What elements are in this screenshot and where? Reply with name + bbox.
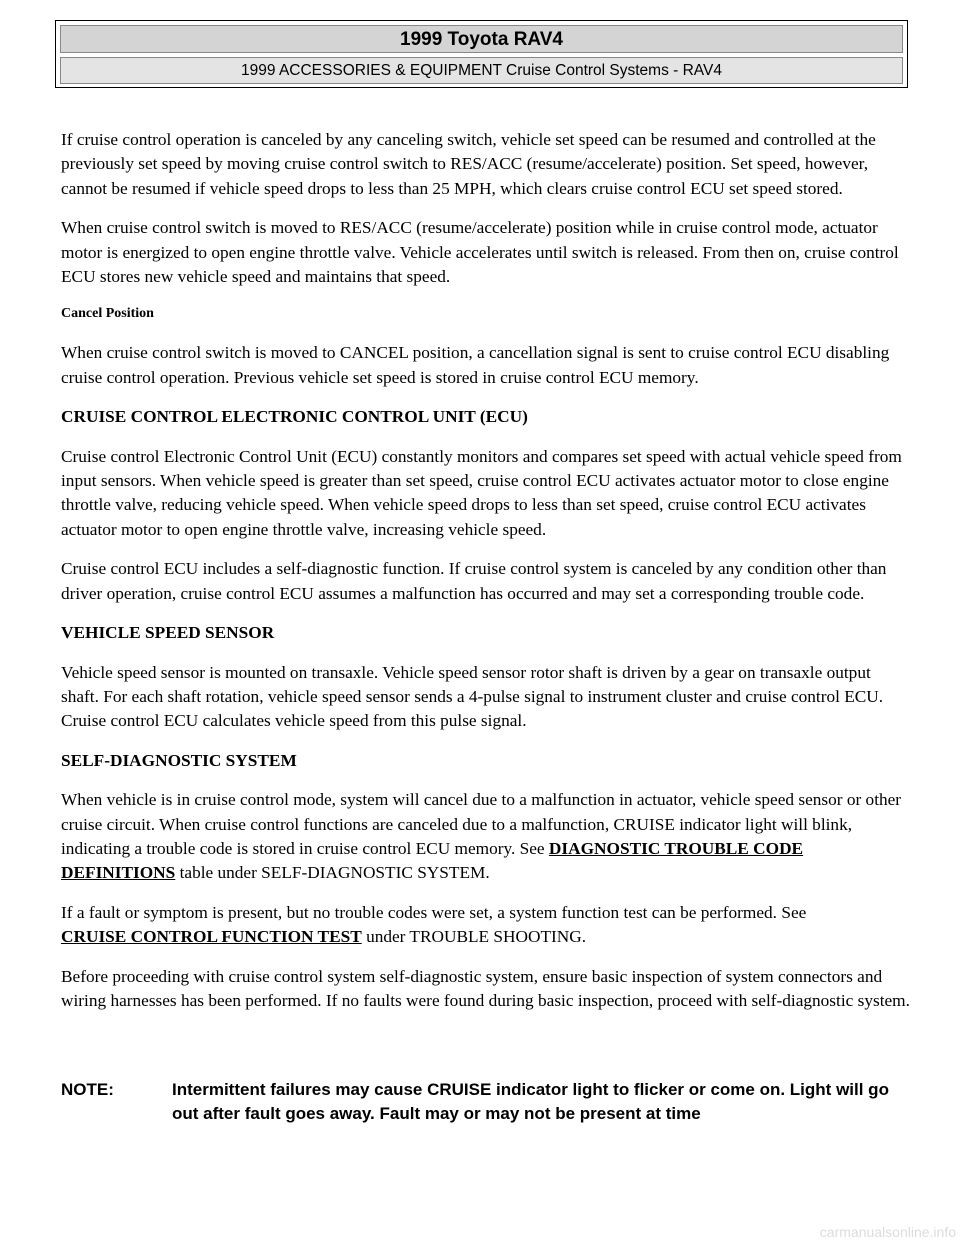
- heading-self-diagnostic: SELF-DIAGNOSTIC SYSTEM: [61, 750, 297, 770]
- paragraph-ecu-diagnostic: Cruise control ECU includes a self-diagnostic function. If cruise control system is canceled by any condition other than driver operation, cruise control ECU assumes a malfunction has occurred and may set a corresponding trouble code.: [61, 559, 887, 603]
- paragraph-ecu-monitor: Cruise control Electronic Control Unit (ECU) constantly monitors and compares set speed with actual vehicle speed from input sensors. When vehicle speed is greater than set speed, cruise control ECU activates actuator motor to close engine throttle valve, reducing vehicle speed. When vehicle speed drops to less than set speed, cruise control ECU activates actuator motor to open engine throttle valve, increasing vehicle speed.: [61, 446, 902, 539]
- document-title: 1999 Toyota RAV4: [60, 25, 903, 53]
- paragraph-vss: Vehicle speed sensor is mounted on transaxle. Vehicle speed sensor rotor shaft is driven by a gear on transaxle output shaft. For each shaft rotation, vehicle speed sensor sends a 4-pulse signal to instrument cluster and cruise control ECU. Cruise control ECU calculates vehicle speed from this pulse signal.: [61, 662, 884, 731]
- function-test-link[interactable]: CRUISE CONTROL FUNCTION TEST: [61, 927, 362, 947]
- paragraph-text: When vehicle is in cruise control mode, system will cancel due to a malfunction in actuator, vehicle speed sensor or other cruise circuit. When cruise control functions are canceled due to a malfunction, CRUISE indicator light will blink, indicating a trouble code is stored in cruise control ECU memory. See: [61, 790, 902, 858]
- document-header: [55, 20, 908, 88]
- heading-vehicle-speed-sensor: VEHICLE SPEED SENSOR: [61, 623, 275, 643]
- paragraph-text: If a fault or symptom is present, but no trouble codes were set, a system function test can be performed. See: [61, 902, 807, 922]
- note-label: NOTE:: [61, 1080, 114, 1099]
- note-text: Intermittent failures may cause CRUISE indicator light to flicker or come on. Light will go out after fault goes away. Fault may or may not be present at time: [172, 1080, 889, 1123]
- paragraph-before-proceeding: Before proceeding with cruise control system self-diagnostic system, ensure basic inspection of system connectors and wiring harnesses has been performed. If no faults were found during basic inspection, proceed with self-diagnostic system.: [61, 966, 910, 1010]
- paragraph-text-after: under TROUBLE SHOOTING.: [366, 927, 587, 947]
- paragraph-cancel: When cruise control switch is moved to CANCEL position, a cancellation signal is sent to cruise control ECU disabling cruise control operation. Previous vehicle set speed is stored in cruise control ECU memory.: [61, 343, 890, 387]
- paragraph-resume-speed: If cruise control operation is canceled by any canceling switch, vehicle set speed can be resumed and controlled at the previously set speed by moving cruise control switch to RES/ACC (resume/accelerate) position. Set speed, however, cannot be resumed if vehicle speed drops to less than 25 MPH, which clears cruise control ECU set speed stored.: [61, 130, 876, 198]
- heading-ecu: CRUISE CONTROL ELECTRONIC CONTROL UNIT (ECU): [61, 407, 528, 427]
- paragraph-self-diagnostic: [61, 788, 911, 886]
- dtc-definitions-link[interactable]: DIAGNOSTIC TROUBLE CODE DEFINITIONS: [61, 838, 804, 883]
- document-subtitle: 1999 ACCESSORIES & EQUIPMENT Cruise Control Systems - RAV4: [60, 57, 903, 84]
- heading-cancel-position: Cancel Position: [61, 306, 154, 322]
- note-block: [61, 1078, 911, 1126]
- paragraph-function-test: [61, 901, 911, 950]
- paragraph-text-after: table under SELF-DIAGNOSTIC SYSTEM.: [179, 863, 490, 883]
- document-body: [61, 128, 911, 1028]
- paragraph-res-acc: When cruise control switch is moved to RES/ACC (resume/accelerate) position while in cruise control mode, actuator motor is energized to open engine throttle valve. Vehicle accelerates until switch is released. From then on, cruise control ECU stores new vehicle speed and maintains that speed.: [61, 218, 899, 287]
- watermark: carmanualsonline.info: [819, 1224, 956, 1240]
